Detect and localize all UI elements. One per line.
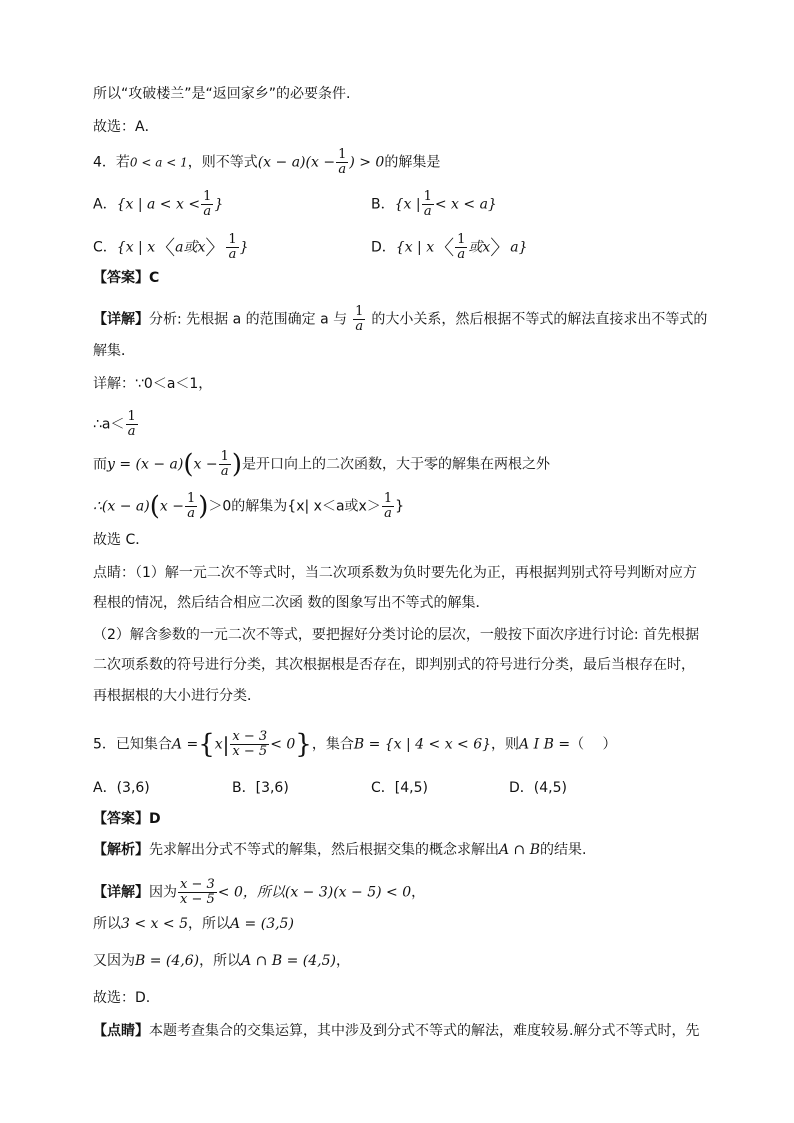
option-a: A．(3,6) [93,780,150,796]
text-line: ∴a＜ $\frac{1}{a}$ [93,409,136,439]
tip-line: 点睛：（1）解一元二次不等式时，当二次项系数为负时要先化为正，再根据判别式符号判断对应方 [93,565,697,581]
text-line: 而y = (x − a)(x − $\frac{1}{a}$ )是开口向上的二次函数，大于零的解集在两根之外 [93,449,551,480]
text: ，则不等式 [187,154,258,171]
text-line: 详解：∵0＜a＜1， [93,376,213,392]
option-c: C．{x | x〈a或x〉 $\frac{1}{a}$ } [93,232,249,262]
text-line: 又因为B = (4,6)，所以A ∩ B = (4,5)， [93,953,350,969]
tip-line: 程根的情况，然后结合相应二次函 数的图象写出不等式的解集． [93,595,490,611]
option-c: C．[4,5) [371,780,428,796]
text-line: 所以“攻破楼兰”是“返回家乡”的必要条件. [93,86,351,102]
option-d: D．{x | x〈 $\frac{1}{a}$ 或x〉a} [371,232,528,262]
detail-line: 【详解】因为 $\frac{x - 3}{x - 5}$ < 0，所以(x − 3)(x − 5) < 0， [93,877,426,907]
text-line: ∴(x − a)(x − $\frac{1}{a}$ )＞0的解集为{x| x＜a或x＞ $\frac{1}{a}$ } [93,491,405,522]
math-text: (x − a)(x − [257,154,336,171]
option-b: B．{x | $\frac{1}{a}$ < x < a} [371,189,497,219]
text: 的解集是 [384,154,441,171]
answer-label: 【答案】C [93,270,160,286]
tip-line: 再根据根的大小进行分类． [93,688,261,704]
text-line: 所以3 < x < 5，所以A = (3,5) [93,916,294,932]
text-line: 故选：D. [93,990,151,1006]
text-line: 解集． [93,343,135,359]
tip-line: （2）解含参数的一元二次不等式，要把握好分类讨论的层次，一般按下面次序进行讨论: 首先根据 [93,627,700,643]
math-text: 0 < a < 1 [129,155,188,170]
option-d: D．(4,5) [509,780,567,796]
question-4 [93,148,440,177]
question-5: 5．已知集合A ={x| $\frac{x - 3}{x - 5}$ < 0}，集合B = {x | 4 < x < 6}，则A I B =（ ） [93,729,617,760]
fraction: $\frac{1}{a}$ [338,147,347,177]
text-line: 故选 C． [93,532,150,548]
option-b: B．[3,6) [232,780,289,796]
answer-label: 【答案】D [93,811,161,827]
tip-line: 【点睛】本题考查集合的交集运算，其中涉及到分式不等式的解法，难度较易.解分式不等式时，先 [93,1023,700,1039]
detail-line: 【详解】分析: 先根据 a 的范围确定 a 与 $\frac{1}{a}$ 的大小关系，然后根据不等式的解法直接求出不等式的 [93,304,708,334]
analysis-line: 【解析】先求解出分式不等式的解集，然后根据交集的概念求解出A ∩ B的结果. [93,842,587,858]
tip-line: 二次项系数的符号进行分类，其次根据根是否存在，即判别式的符号进行分类，最后当根存在时， [93,657,695,673]
text-line: 故选：A． [93,119,159,135]
math-text: ) > 0 [349,154,385,171]
option-a: A．{x | a < x < $\frac{1}{a}$ } [93,189,224,219]
question-number: 4．若 [93,154,130,171]
